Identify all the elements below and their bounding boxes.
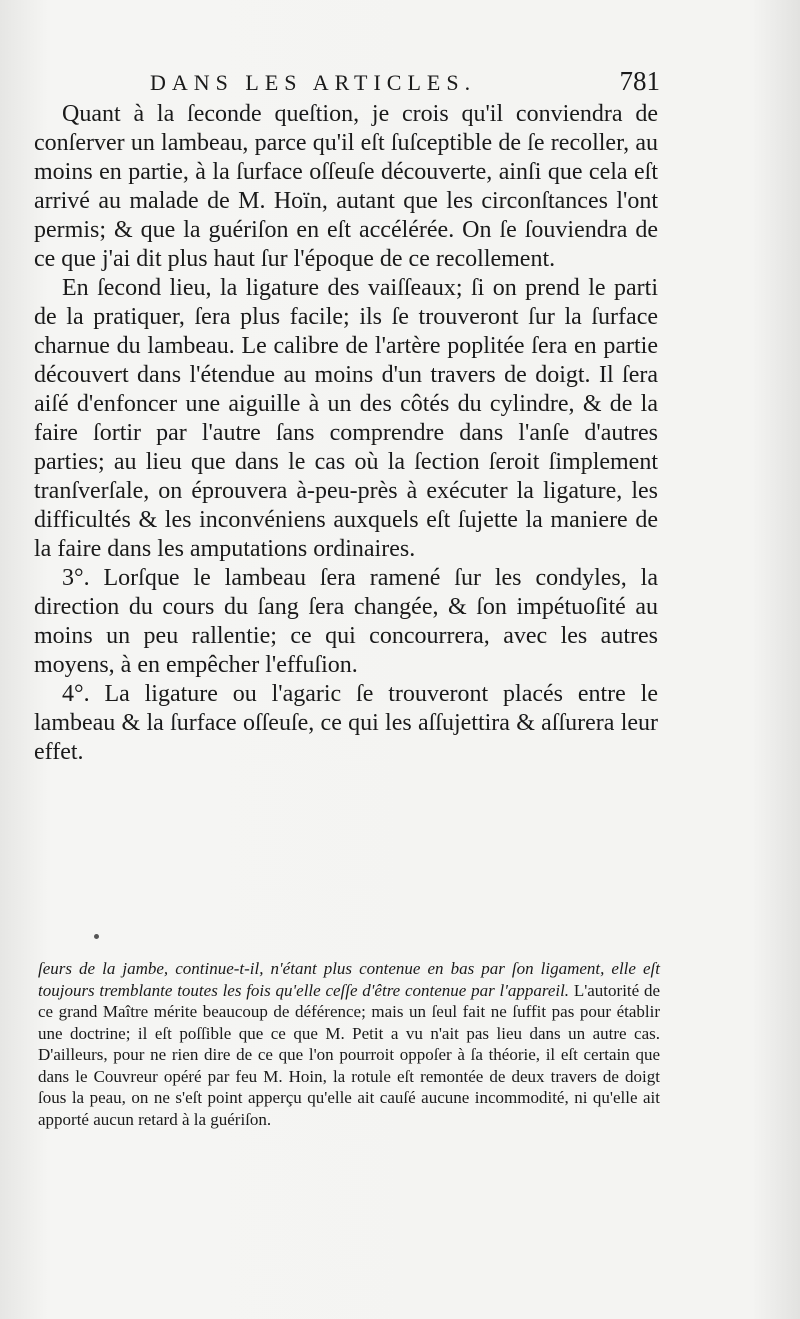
ink-speck (94, 934, 99, 939)
paragraph: 4°. La ligature ou l'agaric ſe trouveront placés entre le lambeau & la ſurface oſſeuſe, ce qui les aſſujettira & aſſurera leur effet. (34, 681, 658, 765)
paragraph: Quant à la ſeconde queſtion, je crois qu'il conviendra de conſerver un lambeau, parce qu'il eſt ſuſceptible de ſe recoller, au moins en partie, à la ſurface oſſeuſe découverte, ainſi que cela eſt arrivé au malade de M. Hoïn, autant que les circonſtances l'ont permis; & que la guériſon en eſt accélérée. On ſe ſouviendra de ce que j'ai dit plus haut ſur l'époque de ce recollement. (34, 101, 658, 272)
footnote-italic-text: ſeurs de la jambe, continue-t-il, n'étant plus contenue en bas par ſon ligament, elle eſt toujours tremblante toutes les fois qu'elle ceſſe d'être contenue par l'appareil. (38, 959, 660, 1000)
paragraph: En ſecond lieu, la ligature des vaiſſeaux; ſi on prend le parti de la pratiquer, ſera plus facile; ils ſe trouveront ſur la ſurface charnue du lambeau. Le calibre de l'artère poplitée ſera en partie découvert dans l'étendue au moins d'un travers de doigt. Il ſera aiſé d'enfoncer une aiguille à un des côtés du cylindre, & de la faire ſortir par l'autre ſans comprendre dans l'anſe d'autres parties; au lieu que dans le cas où la ſection ſeroit ſimplement tranſverſale, on éprouvera à-peu-près à exécuter la ligature, les difficultés & les inconvéniens auxquels eſt ſujette la maniere de la faire dans les amputations ordinaires. (34, 275, 658, 562)
main-text (34, 100, 658, 767)
running-head: DANS LES ARTICLES. (150, 70, 477, 95)
paragraph: 3°. Lorſque le lambeau ſera ramené ſur les condyles, la direction du cours du ſang ſera changée, & ſon impétuoſité au moins un peu rallentie; ce qui concourrera, avec les autres moyens, à en empêcher l'effuſion. (34, 565, 658, 678)
page-header (150, 66, 660, 102)
footnote-text: L'autorité de ce grand Maître mérite beaucoup de déférence; mais un ſeul fait ne ſuffit pas pour établir une doctrine; il eſt poſſible que ce que M. Petit a vu n'ait pas lieu dans un autre cas. D'ailleurs, pour ne rien dire de ce que l'on pourroit oppoſer à ſa théorie, il eſt certain que dans le Couvreur opéré par feu M. Hoin, la rotule eſt remontée de deux travers de doigt ſous la peau, on ne s'eſt point apperçu qu'elle ait cauſé aucune incommodité, ni qu'elle ait apporté aucun retard à la guériſon. (38, 980, 660, 1129)
page-number: 781 (619, 66, 660, 96)
footnote (38, 958, 660, 1130)
